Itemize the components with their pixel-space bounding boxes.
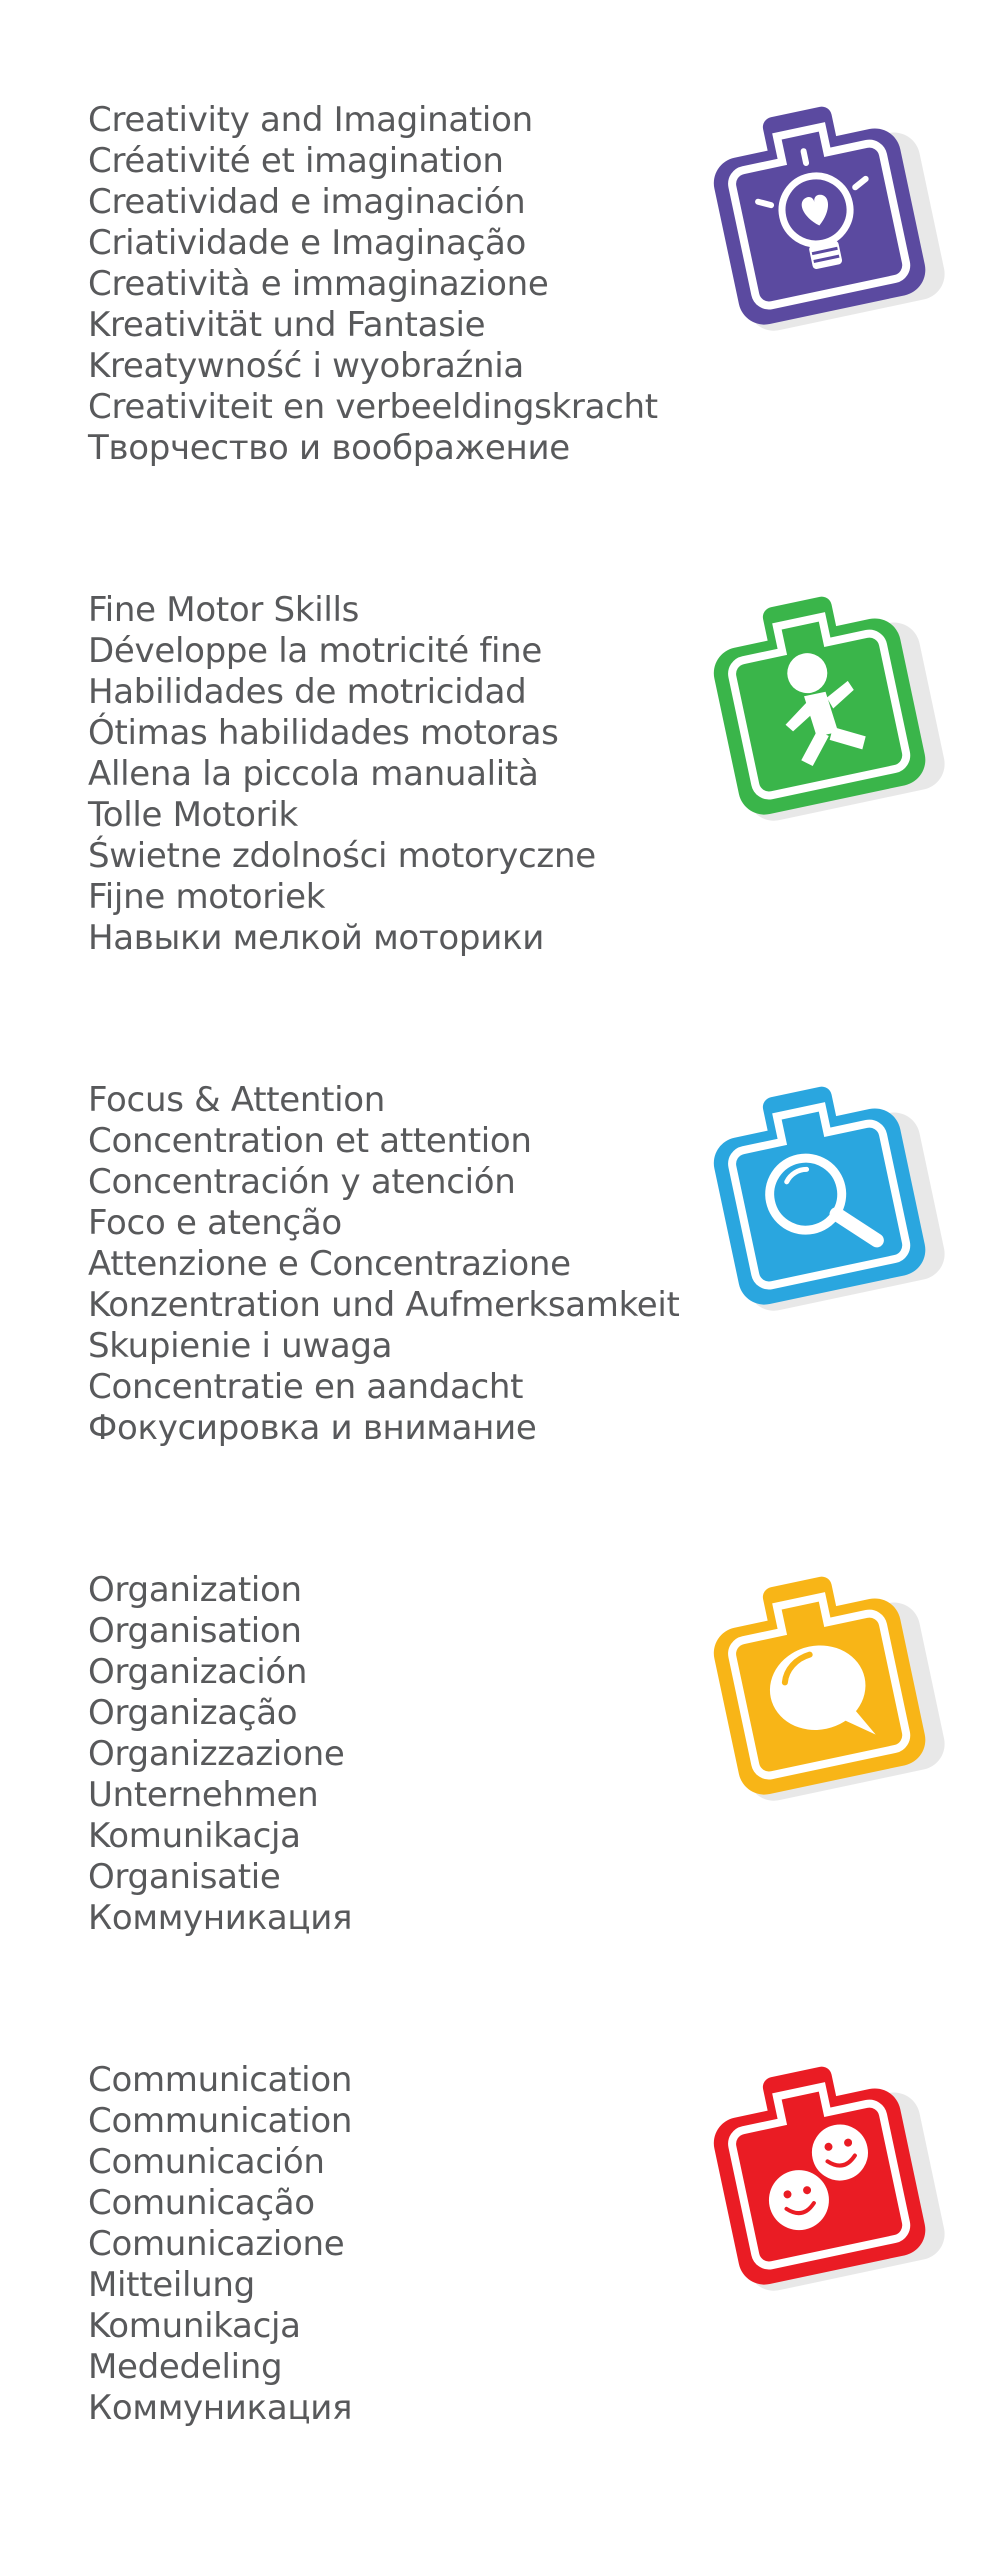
benefit-section-organization — [0, 1570, 984, 2050]
benefit-label: Kreativität und Fantasie — [88, 305, 486, 345]
benefit-label: Criatividade e Imaginação — [88, 223, 527, 263]
benefit-label: Skupienie i uwaga — [88, 1326, 393, 1366]
benefit-label: Ótimas habilidades motoras — [88, 713, 559, 753]
benefit-label: Creativity and Imagination — [88, 100, 533, 140]
benefit-label: Творчество и воображение — [88, 428, 570, 468]
benefit-label-list — [88, 2060, 352, 2429]
benefit-section-fine-motor — [0, 590, 984, 1070]
benefit-label-list — [88, 590, 596, 959]
benefit-label: Communication — [88, 2101, 353, 2141]
benefit-label: Konzentration und Aufmerksamkeit — [88, 1285, 680, 1325]
benefit-section-creativity — [0, 100, 984, 580]
benefit-label: Comunicazione — [88, 2224, 345, 2264]
benefit-label: Creativiteit en verbeeldingskracht — [88, 387, 658, 427]
benefit-section-communication — [0, 2060, 984, 2540]
benefit-label: Habilidades de motricidad — [88, 672, 527, 712]
benefit-label: Concentration et attention — [88, 1121, 532, 1161]
benefit-label: Kreatywność i wyobraźnia — [88, 346, 524, 386]
benefit-label: Organización — [88, 1652, 308, 1692]
benefit-label: Organização — [88, 1693, 298, 1733]
benefit-label-list — [88, 1570, 352, 1939]
benefit-label: Allena la piccola manualità — [88, 754, 539, 794]
benefit-label: Organization — [88, 1570, 302, 1610]
benefit-label: Organisation — [88, 1611, 302, 1651]
benefit-label: Фокусировка и внимание — [88, 1408, 537, 1448]
benefit-label: Creatividad e imaginación — [88, 182, 526, 222]
speech-bubble-icon — [680, 1540, 950, 1810]
benefit-label: Навыки мелкой моторики — [88, 918, 545, 958]
benefit-label: Świetne zdolności motoryczne — [88, 836, 596, 876]
benefit-section-focus — [0, 1080, 984, 1560]
running-figure-icon — [680, 560, 950, 830]
benefit-label: Créativité et imagination — [88, 141, 504, 181]
benefit-label: Foco e atenção — [88, 1203, 342, 1243]
benefit-label-list — [88, 100, 658, 469]
benefit-label: Développe la motricité fine — [88, 631, 543, 671]
benefit-label: Коммуникация — [88, 2388, 353, 2428]
benefit-label: Focus & Attention — [88, 1080, 386, 1120]
benefit-label: Mededeling — [88, 2347, 283, 2387]
lightbulb-heart-icon — [680, 70, 950, 340]
benefit-label: Komunikacja — [88, 1816, 301, 1856]
benefit-label: Fine Motor Skills — [88, 590, 360, 630]
benefit-label: Tolle Motorik — [88, 795, 298, 835]
benefit-label: Communication — [88, 2060, 353, 2100]
benefit-label: Concentratie en aandacht — [88, 1367, 524, 1407]
benefit-label: Organizzazione — [88, 1734, 345, 1774]
benefit-label: Unternehmen — [88, 1775, 319, 1815]
magnifying-glass-icon — [680, 1050, 950, 1320]
benefit-label: Comunicación — [88, 2142, 325, 2182]
benefit-label: Fijne motoriek — [88, 877, 326, 917]
benefit-label: Comunicação — [88, 2183, 315, 2223]
benefit-label: Коммуникация — [88, 1898, 353, 1938]
benefit-label: Organisatie — [88, 1857, 281, 1897]
smiley-faces-icon — [680, 2030, 950, 2300]
benefit-label: Attenzione e Concentrazione — [88, 1244, 571, 1284]
benefit-label: Creatività e immaginazione — [88, 264, 549, 304]
benefit-label-list — [88, 1080, 680, 1449]
benefit-label: Mitteilung — [88, 2265, 255, 2305]
benefit-label: Komunikacja — [88, 2306, 301, 2346]
benefit-label: Concentración y atención — [88, 1162, 516, 1202]
